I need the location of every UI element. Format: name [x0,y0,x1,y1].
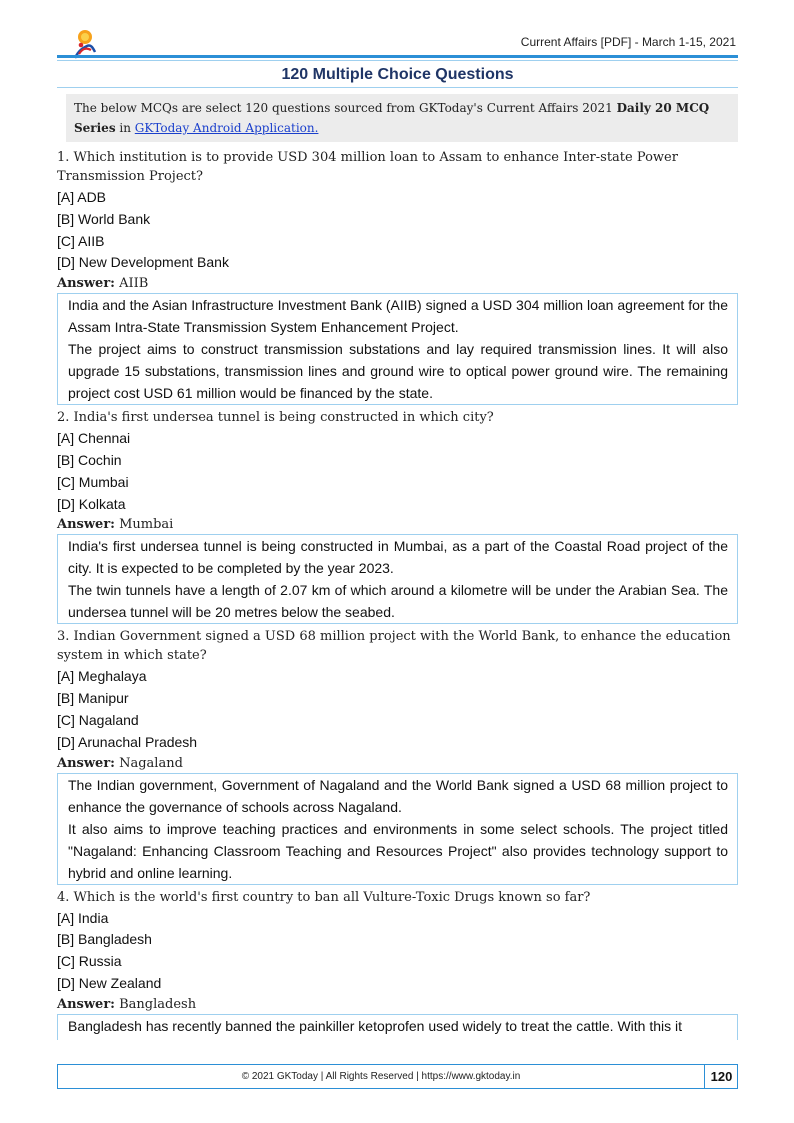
intro-text-mid: in [115,121,135,135]
explanation-paragraph: The project aims to construct transmission substations and lay required transmission lines. It will also upgrade 15 substations, transmission lines and ground wire to optical power ground wire. The remaining project cost USD 61 million would be financed by the state. [68,341,728,402]
explanation-box [57,534,738,624]
page-header [57,28,738,58]
option-c: [C] Nagaland [57,711,139,728]
page-title: 120 Multiple Choice Questions [57,60,738,88]
explanation-paragraph: The twin tunnels have a length of 2.07 km of which around a kilometre will be under the Arabian Sea. The undersea tunnel will be 20 metres below the seabed. [68,582,728,621]
intro-bold: Daily 20 MCQ Series [74,101,710,135]
answer-label: Answer: [57,996,115,1012]
answer [57,274,738,293]
question-block [57,148,738,405]
option-a: [A] ADB [57,189,107,205]
answer-label: Answer: [57,755,115,771]
answer-value: Bangladesh [114,996,197,1012]
answer [57,995,738,1014]
question-block [57,888,738,1040]
option-a: [A] Chennai [57,430,131,447]
question-text: 3. Indian Government signed a USD 68 million project with the World Bank, to enhance the education system in which state? [57,629,731,664]
page-number: 120 [710,1069,733,1084]
questions-list [57,148,738,1043]
question-block [57,408,738,624]
option-a: [A] India [57,909,109,926]
option-b: [B] Manipur [57,690,129,707]
explanation-box [57,293,738,405]
page-footer [57,1064,738,1089]
explanation-box [57,773,738,885]
answer-value: Mumbai [114,517,174,533]
answer-label: Answer: [57,276,115,292]
intro-box [66,94,738,142]
question-text: 4. Which is the world's first country to ban all Vulture-Toxic Drugs known so far? [57,889,591,905]
android-app-link[interactable]: GKToday Android Application. [134,121,319,135]
answer [57,515,738,534]
header-divider [57,55,738,58]
question-text: 2. India's first undersea tunnel is being constructed in which city? [57,410,494,426]
option-d: [D] Arunachal Pradesh [57,733,198,750]
explanation-paragraph: The Indian government, Government of Nagaland and the World Bank signed a USD 68 million project to enhance the governance of schools across Nagaland. [68,776,728,815]
option-d: [D] New Development Bank [57,254,229,271]
option-d: [D] Kolkata [57,495,126,512]
footer-copyright: © 2021 GKToday | All Rights Reserved | https://www.gktoday.in [241,1071,521,1082]
option-a: [A] Meghalaya [57,668,147,685]
answer-value: Nagaland [114,755,183,771]
explanation-paragraph: India and the Asian Infrastructure Investment Bank (AIIB) signed a USD 304 million loan agreement for the Assam Intra-State Transmission System Enhancement Project. [68,297,728,336]
option-b: [B] World Bank [57,210,151,227]
explanation-paragraph: It also aims to improve teaching practices and environments in some select schools. The project titled "Nagaland: Enhancing Classroom Teaching and Resources Project" also provides technology support to hybrid and online learning. [68,820,728,881]
answer-label: Answer: [57,517,115,533]
explanation-paragraph: India's first undersea tunnel is being constructed in Mumbai, as a part of the Coastal Road project of the city. It is expected to be completed by the year 2023. [68,538,728,577]
answer [57,754,738,773]
explanation-box [57,1014,738,1040]
question-text: 1. Which institution is to provide USD 304 million loan to Assam to enhance Inter-state Power Transmission Project? [57,150,678,184]
option-b: [B] Cochin [57,451,122,468]
header-title: Current Affairs [PDF] - March 1-15, 2021 [520,35,736,49]
option-c: [C] AIIB [57,232,105,249]
explanation-paragraph: Bangladesh has recently banned the painkiller ketoprofen used widely to treat the cattle. With this it [68,1017,683,1034]
answer-value: AIIB [114,276,149,292]
option-b: [B] Bangladesh [57,931,152,948]
option-c: [C] Mumbai [57,473,129,490]
intro-text: The below MCQs are select 120 questions sourced from GKToday's Current Affairs 2021 [74,101,617,115]
question-block [57,627,738,884]
option-c: [C] Russia [57,953,122,970]
option-d: [D] New Zealand [57,974,162,991]
